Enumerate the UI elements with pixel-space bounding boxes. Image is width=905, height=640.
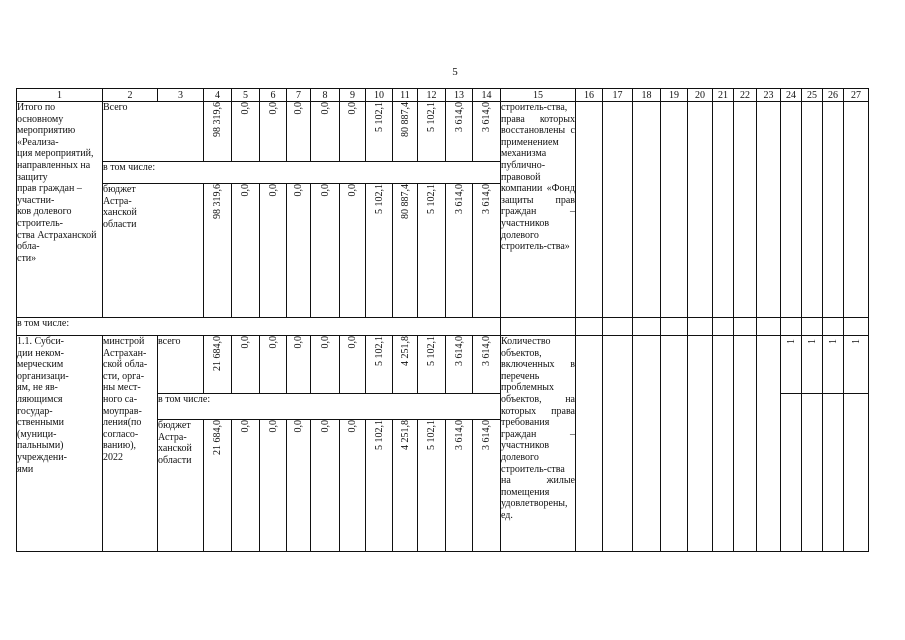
header-row (17, 89, 869, 102)
empty-cell (501, 318, 576, 336)
amount-cell (287, 102, 311, 162)
item-name-cell: 1.1. Субси- дии неком- мерческим организаци- ям, не яв- ляющимся государ- ственными (муници- пальными) учреждени- ями (17, 336, 103, 552)
amount-cell (393, 420, 418, 552)
amount-cell (287, 420, 311, 552)
header-cell: 2 (103, 89, 158, 102)
header-cell: 22 (734, 89, 757, 102)
amount-value: 3 614,0 (481, 420, 492, 450)
amount-value: 3 614,0 (453, 420, 465, 450)
target-cell (757, 336, 781, 552)
amount-cell (232, 102, 260, 162)
amount-cell (340, 184, 366, 318)
amount-cell (366, 184, 393, 318)
amount-cell (418, 102, 446, 162)
target-cell (781, 336, 802, 394)
header-cell: 12 (418, 89, 446, 102)
total-v-tom-chisle-label: в том числе: (103, 162, 501, 184)
amount-cell (446, 420, 473, 552)
header-cell: 21 (713, 89, 734, 102)
amount-value: 98 319,6 (212, 184, 223, 219)
header-cell: 1 (17, 89, 103, 102)
target-value: 1 (785, 339, 797, 344)
target-cell (823, 102, 844, 318)
amount-cell (204, 184, 232, 318)
amount-cell (260, 184, 287, 318)
target-value: 1 (850, 339, 862, 344)
header-cell: 6 (260, 89, 287, 102)
amount-cell (311, 184, 340, 318)
amount-value: 3 614,0 (453, 184, 465, 214)
header-cell: 25 (802, 89, 823, 102)
amount-cell (232, 420, 260, 552)
amount-cell (232, 184, 260, 318)
amount-cell (473, 336, 501, 394)
header-cell: 9 (340, 89, 366, 102)
amount-cell (393, 336, 418, 394)
amount-value: 21 684,0 (212, 336, 223, 371)
target-cell (781, 102, 802, 318)
empty-cell (781, 318, 802, 336)
empty-cell (603, 318, 633, 336)
amount-value: 0,0 (347, 102, 358, 115)
amount-cell (418, 184, 446, 318)
amount-cell (446, 102, 473, 162)
target-value: 1 (806, 339, 818, 344)
empty-cell (633, 318, 661, 336)
item-row-vsego (17, 336, 869, 394)
item-indicator-cell: Количество объектов, включенных в перечень проблемных объектов, на которых права требования граждан – участников долевого строитель-ства на жилые помещения удовлетворены, ед. (501, 336, 576, 552)
target-cell (802, 394, 823, 552)
total-indicator-cell: строитель-ства, права которых восстановлены с применением механизма публично-правовой компании «Фонд защиты прав граждан – участников долевого строитель-ства» (501, 102, 576, 318)
amount-value: 0,0 (240, 102, 251, 115)
header-cell: 17 (603, 89, 633, 102)
amount-cell (393, 184, 418, 318)
amount-value: 98 319,6 (212, 102, 223, 137)
amount-cell (473, 420, 501, 552)
target-cell (576, 336, 603, 552)
amount-cell (311, 102, 340, 162)
amount-cell (340, 336, 366, 394)
amount-value: 0,0 (293, 336, 304, 349)
empty-cell (713, 318, 734, 336)
empty-cell (757, 318, 781, 336)
header-cell: 15 (501, 89, 576, 102)
header-cell: 13 (446, 89, 473, 102)
amount-cell (260, 336, 287, 394)
item-v-tom-chisle-label: в том числе: (158, 394, 501, 420)
target-cell (661, 336, 688, 552)
target-cell (633, 102, 661, 318)
amount-value: 3 614,0 (453, 102, 465, 132)
amount-value: 21 684,0 (212, 420, 223, 455)
header-cell: 8 (311, 89, 340, 102)
target-cell (576, 102, 603, 318)
header-cell: 5 (232, 89, 260, 102)
header-cell: 26 (823, 89, 844, 102)
target-cell (713, 336, 734, 552)
amount-cell (311, 336, 340, 394)
amount-value: 0,0 (240, 336, 251, 349)
amount-value: 0,0 (240, 184, 251, 197)
empty-cell (734, 318, 757, 336)
amount-value: 0,0 (293, 184, 304, 197)
amount-cell (260, 102, 287, 162)
empty-cell (688, 318, 713, 336)
header-cell: 19 (661, 89, 688, 102)
amount-cell (366, 420, 393, 552)
amount-value: 5 102,1 (426, 336, 437, 366)
amount-value: 0,0 (267, 184, 279, 197)
total-row-vsego (17, 102, 869, 162)
header-cell: 20 (688, 89, 713, 102)
amount-cell (287, 336, 311, 394)
amount-cell (446, 184, 473, 318)
item-source-vsego: всего (158, 336, 204, 394)
amount-cell (340, 420, 366, 552)
amount-value: 5 102,1 (426, 420, 437, 450)
target-cell (823, 336, 844, 394)
amount-cell (393, 102, 418, 162)
amount-value: 5 102,1 (373, 420, 385, 450)
amount-value: 4 251,8 (399, 336, 411, 366)
header-cell: 4 (204, 89, 232, 102)
amount-cell (473, 102, 501, 162)
amount-cell (340, 102, 366, 162)
total-name-cell: Итого по основному мероприятию «Реализа- ция мероприятий, направленных на защиту прав граждан – участни- ков долевого строитель- ства Астраханской обла- сти» (17, 102, 103, 318)
header-cell: 11 (393, 89, 418, 102)
amount-value: 0,0 (267, 420, 279, 433)
header-cell: 7 (287, 89, 311, 102)
target-cell (781, 394, 802, 552)
empty-cell (823, 318, 844, 336)
header-cell: 27 (844, 89, 869, 102)
header-cell: 18 (633, 89, 661, 102)
program-table (16, 88, 869, 552)
target-cell (823, 394, 844, 552)
amount-value: 0,0 (293, 420, 304, 433)
amount-value: 0,0 (319, 184, 331, 197)
amount-value: 0,0 (293, 102, 304, 115)
header-cell: 16 (576, 89, 603, 102)
amount-cell (260, 420, 287, 552)
target-value: 1 (827, 339, 839, 344)
total-source-budget: бюджет Астра- ханской области (103, 184, 204, 318)
in-that-number-row (17, 318, 869, 336)
amount-value: 0,0 (267, 336, 279, 349)
amount-value: 80 887,4 (399, 184, 411, 219)
empty-cell (844, 318, 869, 336)
amount-value: 3 614,0 (481, 336, 492, 366)
item-source-budget: бюджет Астра- ханской области (158, 420, 204, 552)
total-source-vsego: Всего (103, 102, 204, 162)
amount-value: 5 102,1 (373, 336, 385, 366)
amount-cell (366, 336, 393, 394)
amount-cell (418, 420, 446, 552)
amount-cell (204, 420, 232, 552)
amount-cell (204, 102, 232, 162)
amount-value: 0,0 (347, 184, 358, 197)
header-cell: 10 (366, 89, 393, 102)
amount-cell (311, 420, 340, 552)
target-cell (633, 336, 661, 552)
amount-value: 0,0 (347, 420, 358, 433)
amount-value: 0,0 (267, 102, 279, 115)
target-cell (734, 336, 757, 552)
header-cell: 3 (158, 89, 204, 102)
target-cell (661, 102, 688, 318)
target-cell (802, 102, 823, 318)
header-cell: 14 (473, 89, 501, 102)
target-cell (802, 336, 823, 394)
amount-cell (204, 336, 232, 394)
item-executor-cell: минстрой Астрахан- ской обла- сти, орга- ны мест- ного са- моуправ- ления(по согласо- ванию), 2022 (103, 336, 158, 552)
empty-cell (576, 318, 603, 336)
target-cell (603, 102, 633, 318)
amount-value: 5 102,1 (426, 102, 437, 132)
amount-value: 0,0 (240, 420, 251, 433)
amount-cell (473, 184, 501, 318)
amount-cell (446, 336, 473, 394)
amount-value: 4 251,8 (399, 420, 411, 450)
target-cell (713, 102, 734, 318)
amount-value: 0,0 (319, 420, 331, 433)
amount-value: 0,0 (319, 102, 331, 115)
amount-value: 5 102,1 (373, 102, 385, 132)
empty-cell (661, 318, 688, 336)
amount-cell (232, 336, 260, 394)
target-cell (844, 394, 869, 552)
amount-value: 3 614,0 (453, 336, 465, 366)
empty-cell (802, 318, 823, 336)
in-that-number-label: в том числе: (17, 318, 501, 336)
amount-value: 5 102,1 (426, 184, 437, 214)
target-cell (603, 336, 633, 552)
header-cell: 24 (781, 89, 802, 102)
target-cell (844, 102, 869, 318)
target-cell (734, 102, 757, 318)
page-number: 5 (452, 66, 458, 78)
amount-cell (366, 102, 393, 162)
amount-value: 3 614,0 (481, 184, 492, 214)
amount-value: 3 614,0 (481, 102, 492, 132)
amount-cell (418, 336, 446, 394)
header-cell: 23 (757, 89, 781, 102)
target-cell (844, 336, 869, 394)
amount-value: 80 887,4 (399, 102, 411, 137)
amount-value: 0,0 (347, 336, 358, 349)
target-cell (757, 102, 781, 318)
amount-value: 0,0 (319, 336, 331, 349)
target-cell (688, 102, 713, 318)
amount-cell (287, 184, 311, 318)
target-cell (688, 336, 713, 552)
amount-value: 5 102,1 (373, 184, 385, 214)
